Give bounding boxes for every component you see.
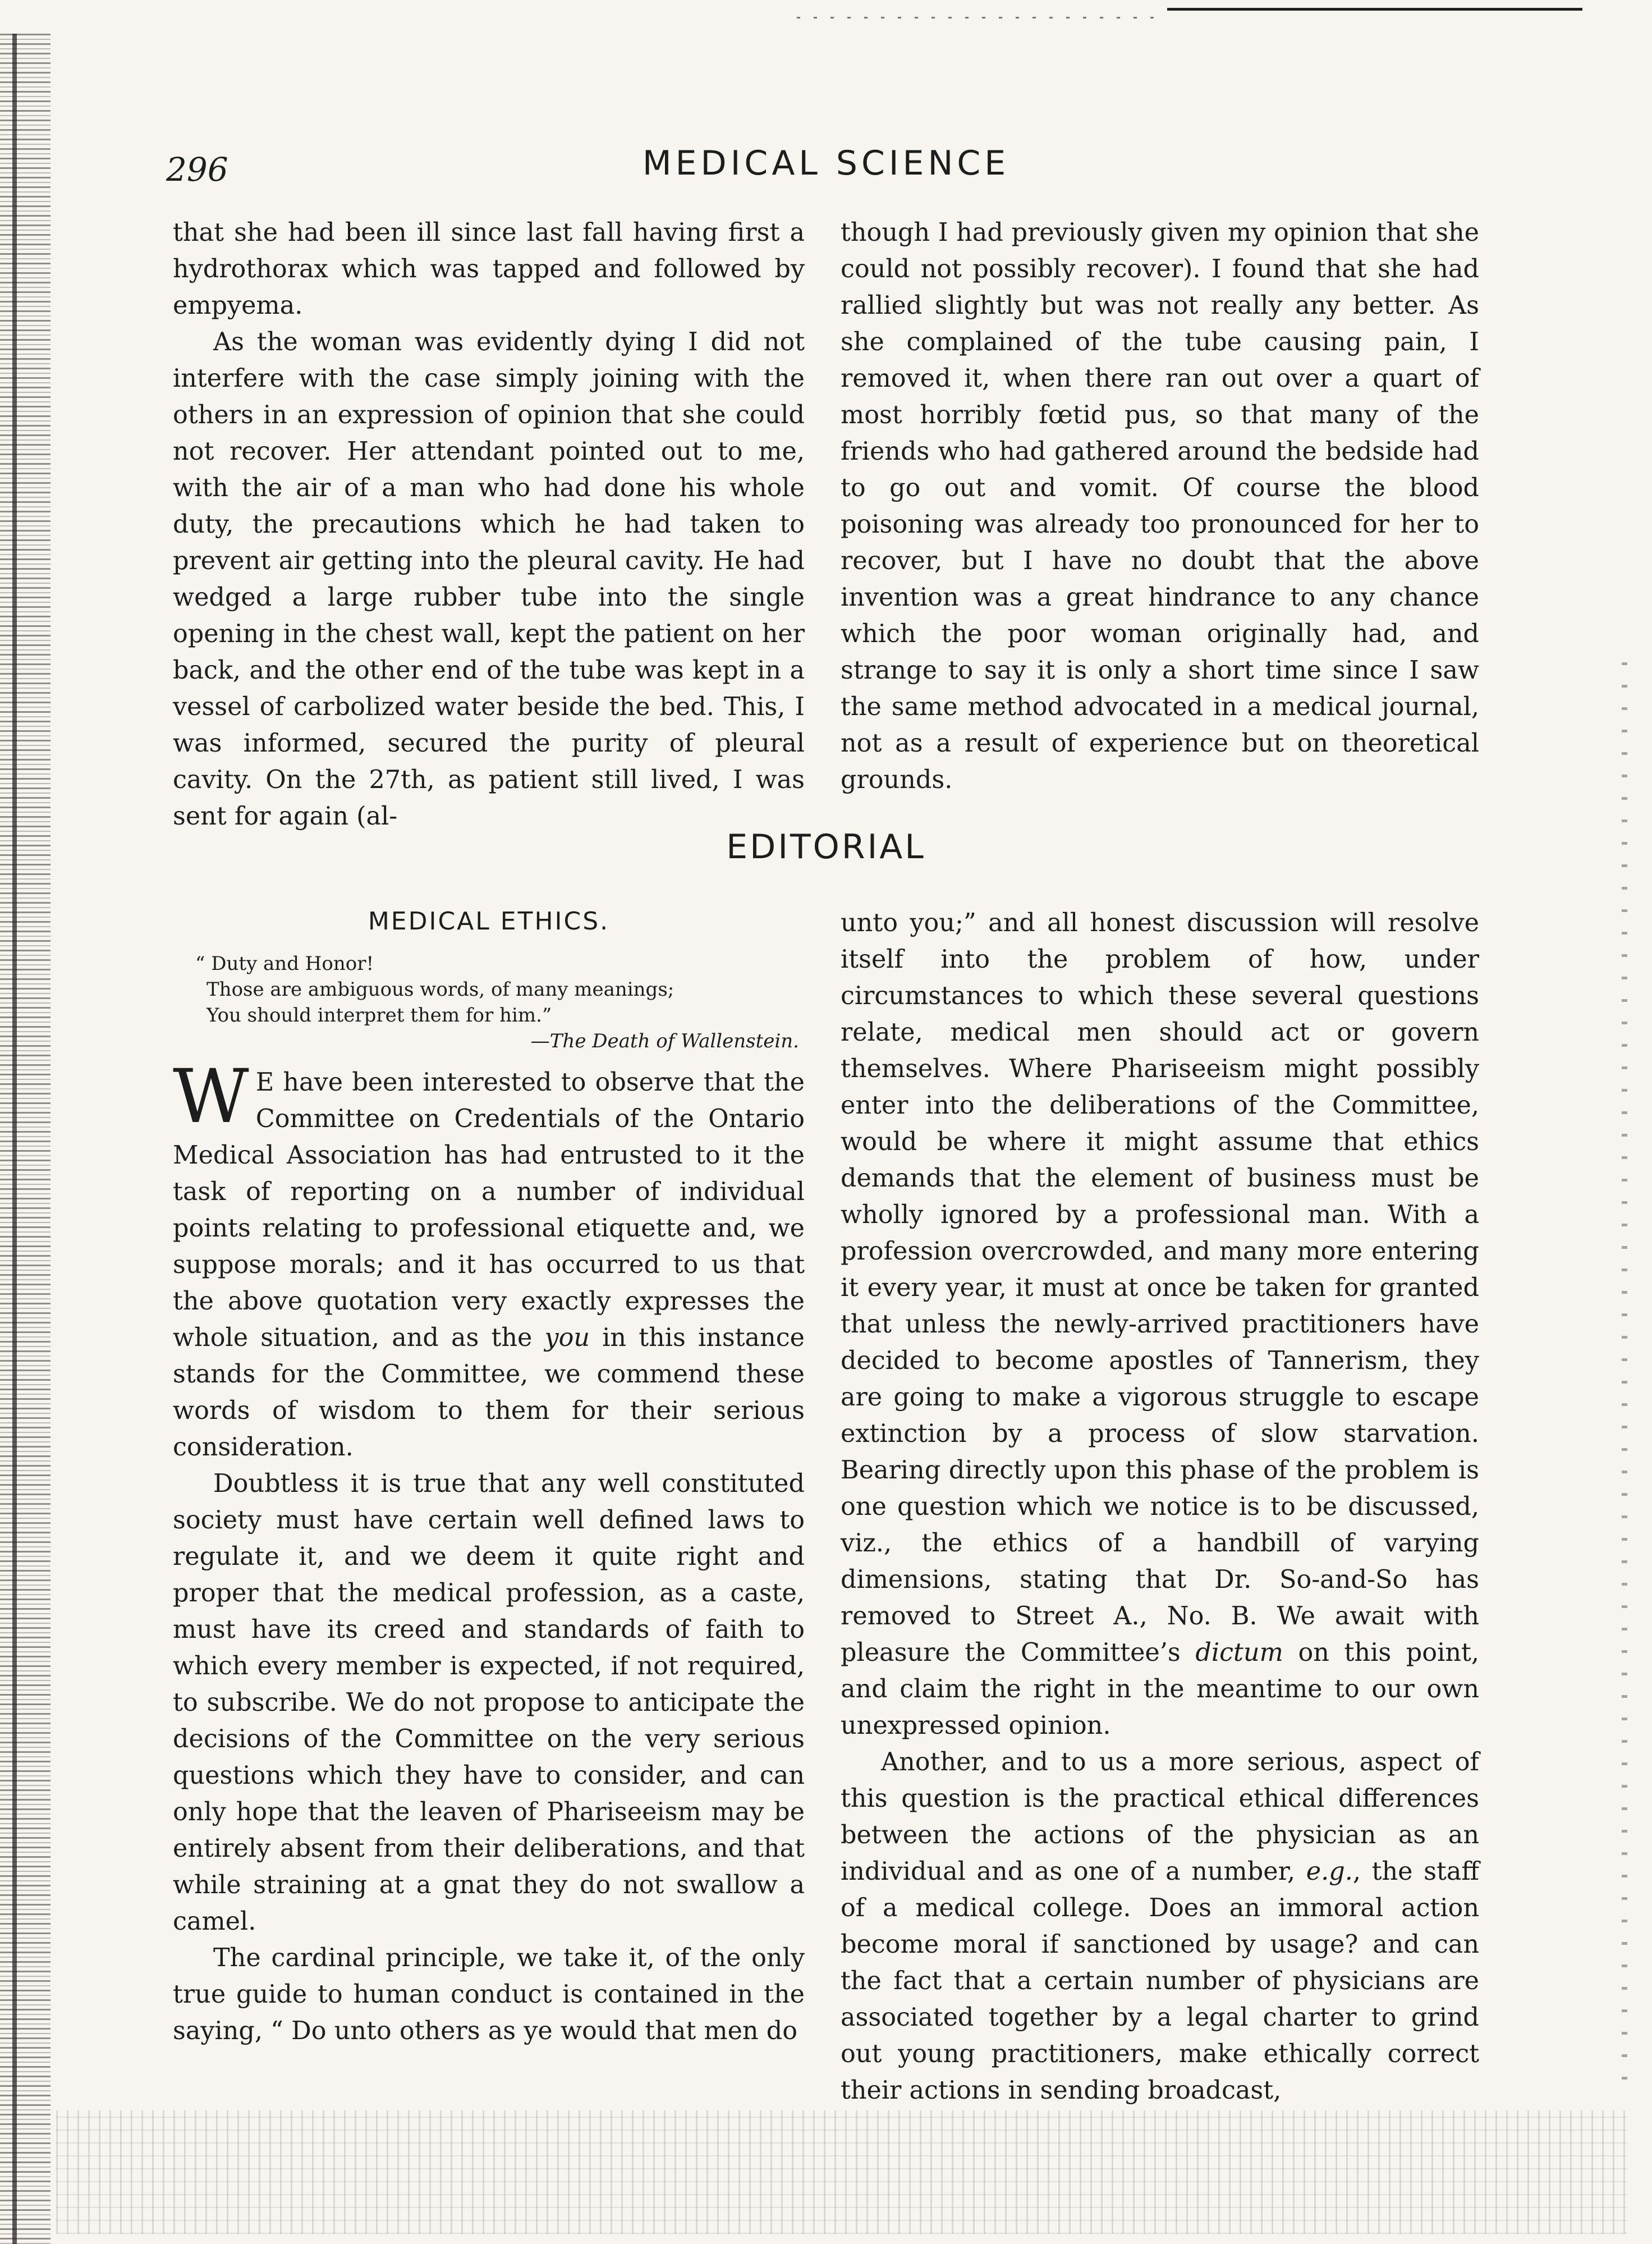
text-run: unto you;” and all honest discussion will resolve itself into the problem of how, under circumstances to which these several questions relate, medical men should act or govern themselves. Where Phariseeism might possibly enter into the deliberations of the Committee, would be where it might assume that ethics demands that the element of business must be wholly ignored by a professional man. With a profession overcrowded, and many more entering it every year, it must at once be taken for granted that unless the newly-arrived practitioners have decided to become apostles of Tannerism, they are going to make a vigorous struggle to escape extinction by a process of slow starvation. Bearing directly upon this phase of the problem is one question which we notice is to be discussed, viz., the ethics of a handbill of varying dimensions, stating that Dr. So-and-So has removed to Street A., No. B. We await with pleasure the Committee’s bbox=[841, 909, 1479, 1667]
article-title: MEDICAL ETHICS. bbox=[368, 907, 610, 936]
continued-article-right-column bbox=[841, 214, 1479, 798]
editorial-right-column bbox=[841, 905, 1479, 2109]
paragraph: though I had previously given my opinion that she could not possibly recover). I found that she had rallied slightly but was not really any better. As she complained of the tube causing pain, I removed it, when there ran out over a quart of most horribly fœtid pus, so that many of the friends who had gathered around the bedside had to go out and vomit. Of course the blood poisoning was already too pronounced for her to recover, but I have no doubt that the above invention was a great hindrance to any chance which the poor woman originally had, and strange to say it is only a short time since I saw the same method advocated in a medical journal, not as a result of experience but on theoretical grounds. bbox=[841, 218, 1479, 794]
top-dotted-rule bbox=[797, 17, 1162, 19]
text-run: Another, and to us a more serious, aspect of this question is the practical ethical differences between the actions of the physician as an individual and as one of a number, bbox=[841, 1748, 1479, 1886]
text-run: have been interested to observe that the Committee on Credentials of the Ontario Medical Association has had entrusted to it the task of reporting on a number of individual points relating to professional etiquette and, we suppose morals; and it has occurred to us that the above quotation very exactly expresses the whole situation, and as the bbox=[173, 1068, 805, 1352]
paragraph: that she had been ill since last fall having first a hydrothorax which was tapped and followed by empyema. bbox=[173, 218, 805, 320]
paragraph bbox=[841, 1744, 1479, 2109]
emphasis: dictum bbox=[1195, 1638, 1283, 1667]
epigraph-line: Those are ambiguous words, of many meanings; bbox=[206, 978, 674, 1001]
right-edge-artifact bbox=[1622, 662, 1627, 2099]
paragraph: As the woman was evidently dying I did not interfere with the case simply joining with the others in an expression of opinion that she could not recover. Her attendant pointed out to me, with the air of a man who had done his whole duty, the precautions which he had taken to prevent air getting into the pleural cavity. He had wedged a large rubber tube into the single opening in the chest wall, kept the patient on her back, and the other end of the tube was kept in a vessel of carbolized water beside the bed. This, I was informed, secured the purity of pleural cavity. On the 27th, as patient still lived, I was sent for again (al- bbox=[173, 328, 805, 831]
epigraph-attribution: —The Death of Wallenstein. bbox=[530, 1030, 799, 1052]
text-run: , the staff of a medical college. Does an immoral action become moral if sanctioned by usage? and can the fact that a certain number of physicians are associated together by a legal charter to grind out young practitioners, make ethically correct their actions in sending broadcast, bbox=[841, 1857, 1479, 2105]
running-head: MEDICAL SCIENCE bbox=[642, 144, 1010, 183]
paragraph bbox=[841, 905, 1479, 1744]
editorial-left-column bbox=[173, 905, 805, 2049]
binding-edge-artifact bbox=[0, 34, 51, 2244]
text-run: on this point, and claim the right in the meantime to our own unexpressed opinion. bbox=[841, 1638, 1480, 1740]
section-title: EDITORIAL bbox=[726, 827, 926, 867]
epigraph-line: You should interpret them for him.” bbox=[206, 1004, 552, 1027]
drop-cap: W bbox=[173, 1054, 249, 1140]
text-run: in this instance stands for the Committee, we commend these words of wisdom to them for their serious consideration. bbox=[173, 1323, 805, 1462]
binding-shadow-artifact bbox=[12, 34, 17, 2244]
paragraph: The cardinal principle, we take it, of the only true guide to human conduct is contained in the saying, “ Do unto others as ye would that men do bbox=[173, 1944, 805, 2045]
emphasis: e.g. bbox=[1306, 1857, 1353, 1886]
continued-article-left-column bbox=[173, 214, 805, 835]
drop-cap-rest: E bbox=[255, 1068, 274, 1097]
epigraph bbox=[173, 951, 805, 1054]
epigraph-line: “ Duty and Honor! bbox=[195, 952, 374, 975]
top-rule bbox=[1167, 8, 1582, 11]
paragraph: Doubtless it is true that any well constituted society must have certain well defined laws to regulate it, and we deem it quite right and proper that the medical profession, as a caste, must have its creed and standards of faith to which every member is expected, if not required, to subscribe. We do not propose to anticipate the decisions of the Committee on the very serious questions which they have to consider, and can only hope that the leaven of Phariseeism may be entirely absent from their deliberations, and that while straining at a gnat they do not swallow a camel. bbox=[173, 1469, 805, 1936]
emphasis: you bbox=[544, 1323, 590, 1352]
page-number: 296 bbox=[166, 150, 228, 189]
paragraph bbox=[173, 1054, 805, 1466]
bottom-speckle-artifact bbox=[56, 2110, 1627, 2234]
